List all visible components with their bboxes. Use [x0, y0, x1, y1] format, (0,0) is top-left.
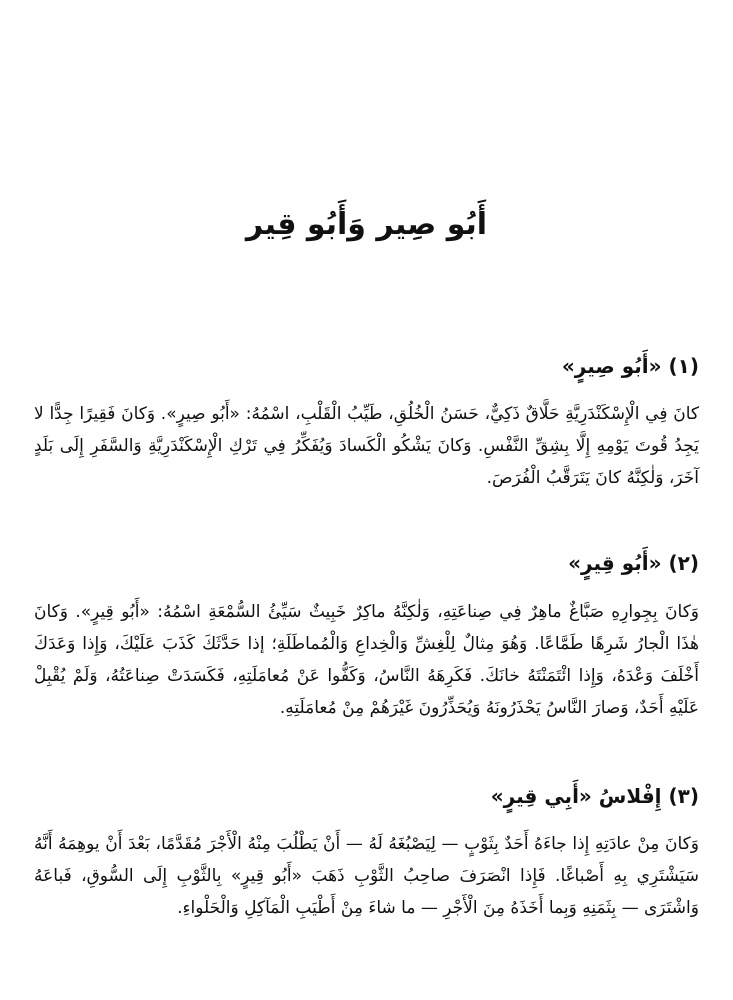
section-paragraph-3: وَكانَ مِنْ عادَتِهِ إِذا جاءَهُ أَحَدٌ بِثَوْبٍ — لِيَصْبُغَهُ لَهُ — أَنْ يَطْلُبَ مِنْهُ الْأَجْرَ مُقَدَّمًا، بَعْدَ أَنْ يوهِمَهُ أَنَّهُ سَيَشْتَرِي بِهِ أَصْباغًا. فَإِذا انْصَرَفَ صاحِبُ الثَّوْبِ ذَهَبَ «أَبُو قِيرٍ» بِالثَّوْبِ إِلَى السُّوقِ، فَباعَهُ وَاشْتَرَى — بِثَمَنِهِ وَبِما أَخَذَهُ مِنَ الْأَجْرِ — ما شاءَ مِنْ أَطْيَبِ الْمَآكِلِ وَالْحَلْواءِ.: [34, 834, 699, 918]
story-title: أَبُو صِير وَأَبُو قِير: [245, 207, 488, 242]
section-heading-3: (٣) إِفْلاسُ «أَبِي قِيرٍ»: [490, 784, 699, 808]
section-paragraph-1: كانَ فِي الْإِسْكَنْدَرِيَّةِ حَلَّاقٌ ذَكِيٌّ، حَسَنُ الْخُلُقِ، طَيِّبُ الْقَلْبِ، اسْمُهُ: «أَبُو صِيرٍ». وَكانَ فَقِيرًا جِدًّا لا يَجِدُ قُوتَ يَوْمِهِ إِلَّا بِشِقِّ النَّفْسِ. وَكانَ يَشْكُو الْكَسادَ وَيُفَكِّرُ فِي تَرْكِ الْإِسْكَنْدَرِيَّةِ وَالسَّفَرِ إِلَى بَلَدٍ آخَرَ، وَلٰكِنَّهُ كانَ يَتَرَقَّبُ الْفُرَصَ.: [34, 404, 699, 488]
section-paragraph-2: وَكانَ بِجِوارِهِ صَبَّاغٌ ماهِرٌ فِي صِناعَتِهِ، وَلٰكِنَّهُ ماكِرٌ خَبِيثٌ سَيِّئُ السُّمْعَةِ اسْمُهُ: «أَبُو قِيرٍ». وَكانَ هٰذَا الْجارُ شَرِهًا طَمَّاعًا. وَهُوَ مِثالٌ لِلْغِشِّ وَالْخِداعِ وَالْمُماطَلَةِ؛ إذا حَدَّثَكَ كَذَبَ عَلَيْكَ، وَإِذا وَعَدَكَ أَخْلَفَ وَعْدَهُ، وَإِذا ائْتَمَنْتَهُ خانَكَ. فَكَرِهَهُ النَّاسُ، وَكَفُّوا عَنْ مُعامَلَتِهِ، فَكَسَدَتْ صِناعَتُهُ، وَلَمْ يُقْبِلْ عَلَيْهِ أَحَدٌ، وَصارَ النَّاسُ يَحْذَرُونَهُ وَيُحَذِّرُونَ غَيْرَهُمْ مِنْ مُعامَلَتِهِ.: [34, 602, 699, 718]
section-heading-2: (٢) «أَبُو قِيرٍ»: [568, 551, 699, 575]
section-heading-1: (١) «أَبُو صِيرٍ»: [561, 354, 699, 378]
